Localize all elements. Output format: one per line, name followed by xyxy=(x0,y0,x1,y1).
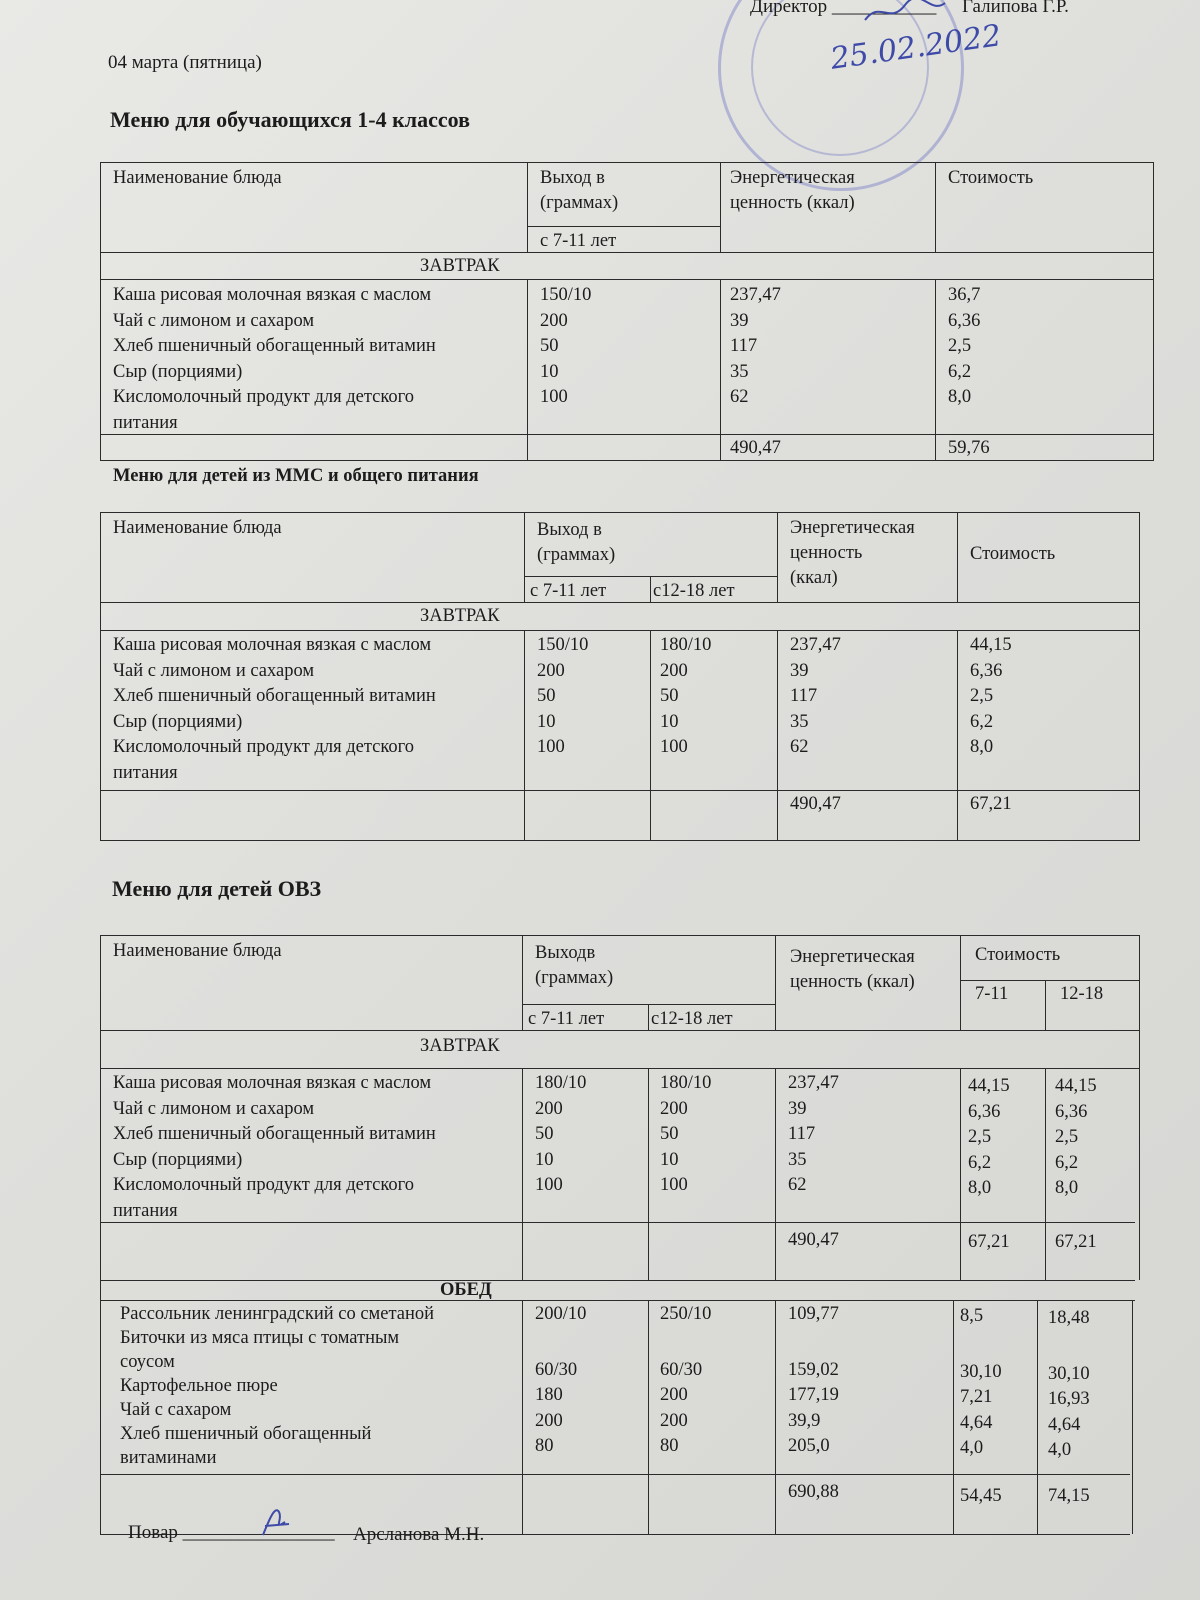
table3-col-energy-1: Энергетическая xyxy=(790,947,915,967)
sign-date: 25.02.2022 xyxy=(828,18,1004,77)
table1-col-age: с 7-11 лет xyxy=(540,231,617,251)
table3-col-age1: с 7-11 лет xyxy=(528,1009,605,1029)
table3-lunch-items xyxy=(120,1302,434,1470)
table3-breakfast-out1: 180/10 200 50 10 100 xyxy=(535,1073,587,1195)
table1-energy: 237,47 39 117 35 62 xyxy=(730,285,781,407)
table2-title: Меню для детей из ММС и общего питания xyxy=(113,466,479,486)
director-name: Галипова Г.Р. xyxy=(962,0,1069,17)
list-item: Хлеб пшеничный обогащенный витамин xyxy=(113,1124,436,1144)
table2-col-out-1: Выход в xyxy=(537,520,602,540)
table3-lunch-energy: 109,77 159,02 177,19 39,9 205,0 xyxy=(788,1304,839,1456)
director-signature-icon xyxy=(860,0,950,30)
table3-breakfast-items xyxy=(113,1071,436,1224)
table2-section-breakfast: ЗАВТРАК xyxy=(420,606,500,626)
table3-col-out-1: Выходв xyxy=(535,943,596,963)
table1-out: 150/10 200 50 10 100 xyxy=(540,285,592,407)
table3-lunch-total-cost2: 74,15 xyxy=(1048,1486,1090,1506)
list-item: Картофельное пюре xyxy=(120,1376,278,1396)
table1-total-cost: 59,76 xyxy=(948,438,990,458)
list-item: Хлеб пшеничный обогащенный витамин xyxy=(113,336,436,356)
table2-col-out-2: (граммах) xyxy=(537,545,616,565)
table3-col-age2: с12-18 лет xyxy=(651,1009,733,1029)
list-item: питания xyxy=(113,762,178,783)
table2-cost: 44,15 6,36 2,5 6,2 8,0 xyxy=(970,635,1012,757)
table2-total-energy: 490,47 xyxy=(790,794,841,814)
table2-out1: 150/10 200 50 10 100 xyxy=(537,635,589,757)
table3-col-name: Наименование блюда xyxy=(113,941,282,961)
list-item: Каша рисовая молочная вязкая с маслом xyxy=(113,635,432,655)
table1-col-out-2: (граммах) xyxy=(540,193,619,213)
table1-items xyxy=(113,283,436,436)
cook-label: Повар ________________ xyxy=(128,1522,335,1543)
list-item: соусом xyxy=(120,1352,175,1372)
list-item: Кисломолочный продукт для детского xyxy=(113,387,415,407)
table3-section-lunch: ОБЕД xyxy=(440,1280,492,1300)
table3-breakfast-cost2: 44,15 6,36 2,5 6,2 8,0 xyxy=(1055,1076,1097,1198)
table3-col-cost-b: 12-18 xyxy=(1060,984,1104,1004)
table3-breakfast-total-energy: 490,47 xyxy=(788,1230,839,1250)
list-item: Рассольник ленинградский со сметаной xyxy=(120,1304,435,1324)
menu-date: 04 марта (пятница) xyxy=(108,52,262,73)
list-item: Хлеб пшеничный обогащенный витамин xyxy=(113,686,436,706)
table3-breakfast-cost1: 44,15 6,36 2,5 6,2 8,0 xyxy=(968,1076,1010,1198)
table1-col-energy-1: Энергетическая xyxy=(730,168,855,188)
table2-total-cost: 67,21 xyxy=(970,794,1012,814)
cook-name: Арсланова М.Н. xyxy=(353,1524,485,1545)
table3-lunch-out2: 250/10 60/30 200 200 80 xyxy=(660,1304,712,1456)
table3-col-cost-a: 7-11 xyxy=(975,984,1009,1004)
list-item: питания xyxy=(113,412,178,433)
list-item: Каша рисовая молочная вязкая с маслом xyxy=(113,285,432,305)
list-item: Кисломолочный продукт для детского xyxy=(113,737,415,757)
table1-total-energy: 490,47 xyxy=(730,438,781,458)
table2-col-name: Наименование блюда xyxy=(113,518,282,538)
table3-breakfast-total-cost1: 67,21 xyxy=(968,1232,1010,1252)
list-item: Хлеб пшеничный обогащенный xyxy=(120,1424,372,1444)
table3-lunch-total-energy: 690,88 xyxy=(788,1482,839,1502)
table2-col-age1: с 7-11 лет xyxy=(530,581,607,601)
table1-col-cost: Стоимость xyxy=(948,168,1034,188)
list-item: Сыр (порциями) xyxy=(113,361,243,382)
table2-col-energy-1: Энергетическая xyxy=(790,518,915,538)
table1-section-breakfast: ЗАВТРАК xyxy=(420,256,500,276)
list-item: Чай с сахаром xyxy=(120,1400,232,1420)
table1-title: Меню для обучающихся 1-4 классов xyxy=(110,107,470,132)
table1-col-name: Наименование блюда xyxy=(113,168,282,188)
list-item: Каша рисовая молочная вязкая с маслом xyxy=(113,1073,432,1093)
table3-breakfast-out2: 180/10 200 50 10 100 xyxy=(660,1073,712,1195)
table3-col-out-2: (граммах) xyxy=(535,968,614,988)
table3-col-cost: Стоимость xyxy=(975,945,1061,965)
cook-signature-icon xyxy=(255,1500,295,1540)
table1-col-out-1: Выход в xyxy=(540,168,605,188)
list-item: Сыр (порциями) xyxy=(113,711,243,732)
table2-items xyxy=(113,633,436,786)
table3-section-breakfast: ЗАВТРАК xyxy=(420,1036,500,1056)
table1-cost: 36,7 6,36 2,5 6,2 8,0 xyxy=(948,285,981,407)
table2-col-energy-2: ценность xyxy=(790,543,863,563)
list-item: Биточки из мяса птицы с томатным xyxy=(120,1328,400,1348)
list-item: Чай с лимоном и сахаром xyxy=(113,660,315,681)
table3-col-energy-2: ценность (ккал) xyxy=(790,972,915,992)
director-label: Директор ___________ xyxy=(750,0,937,17)
list-item: питания xyxy=(113,1200,178,1221)
list-item: витаминами xyxy=(120,1448,217,1468)
list-item: Сыр (порциями) xyxy=(113,1149,243,1170)
table3-breakfast-total-cost2: 67,21 xyxy=(1055,1232,1097,1252)
table3-lunch-out1: 200/10 60/30 180 200 80 xyxy=(535,1304,587,1456)
table2-col-cost: Стоимость xyxy=(970,544,1056,564)
table3-lunch-total-cost1: 54,45 xyxy=(960,1486,1002,1506)
table2-out2: 180/10 200 50 10 100 xyxy=(660,635,712,757)
list-item: Чай с лимоном и сахаром xyxy=(113,310,315,331)
table2-energy: 237,47 39 117 35 62 xyxy=(790,635,841,757)
table3-breakfast-energy: 237,47 39 117 35 62 xyxy=(788,1073,839,1195)
list-item: Чай с лимоном и сахаром xyxy=(113,1098,315,1119)
table3-lunch-cost1: 8,5 30,10 7,21 4,64 4,0 xyxy=(960,1306,1002,1458)
list-item: Кисломолочный продукт для детского xyxy=(113,1175,415,1195)
table2-col-age2: с12-18 лет xyxy=(653,581,735,601)
table1-col-energy-2: ценность (ккал) xyxy=(730,193,855,213)
table3-title: Меню для детей ОВЗ xyxy=(112,876,322,901)
table3-lunch-cost2: 18,48 30,10 16,93 4,64 4,0 xyxy=(1048,1308,1090,1460)
table2-col-energy-3: (ккал) xyxy=(790,568,838,588)
